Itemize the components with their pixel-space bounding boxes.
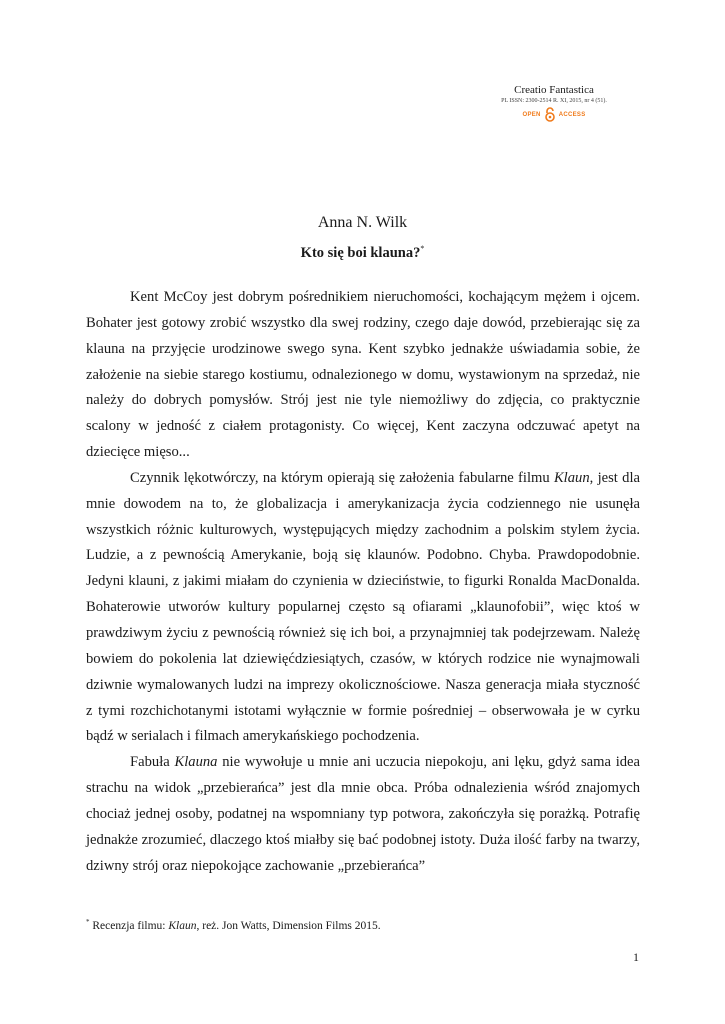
paragraph-text: Fabuła	[130, 754, 175, 771]
film-title-text: Klaun	[553, 469, 590, 486]
footnote-marker: *	[86, 918, 90, 926]
open-access-lock-icon	[544, 107, 556, 122]
open-access-badge	[479, 107, 629, 122]
body-paragraph	[86, 466, 640, 750]
article-body	[86, 285, 640, 879]
body-paragraph	[86, 285, 640, 466]
paragraph-text: , jest dla mnie dowodem na to, że globalizacja i amerykanizacja życia codziennego nie usunęła wszystkich różnic kulturowych, występujących między zachodnim a polskim stylem życia. Ludzie, a z pewnością Amerykanie, boją się klaunów. Podobno. Chyba. Prawdopodobnie. Jedyni klauni, z jakimi miałam do czynienia w dzieciństwie, to figurki Ronalda MacDonalda. Bohaterowie utworów kultury popularnej często są ofiarami „klaunofobii”, więc ktoś w prawdziwym życiu z pewnością również się ich boi, a przynajmniej tak podejrzewam. Należę bowiem do pokolenia lat dziewięćdziesiątych, czasów, w których rodzice nie wynajmowali dziwnie wymalowanych ludzi na imprezy okolicznościowe. Nasza generacja miała styczność z tymi rozchichotanymi istotami wyłącznie w formie pośredniej – obserwowała je w cyrku bądź w serialach i filmach amerykańskiego pochodzenia.	[86, 469, 640, 745]
body-paragraph	[86, 750, 640, 879]
article-author: Anna N. Wilk	[317, 214, 408, 231]
journal-name: Creatio Fantastica	[514, 84, 594, 96]
paragraph-text: Kent McCoy jest dobrym pośrednikiem nieruchomości, kochającym mężem i ojcem. Bohater jest gotowy zrobić wszystko dla swej rodziny, czego daje dowód, przebierając się za klauna na przyjęcie urodzinowe swego syna. Kent szybko jednakże uświadamia sobie, że założenie na siebie starego kostiumu, odnalezionego w domu, wystawionym na sprzedaż, nie należy do dobrych pomysłów. Strój jest nie tyle niemożliwy do zdjęcia, co praktycznie scalony w jedność z ciałem protagonisty. Co więcej, Kent zaczyna odczuwać apetyt na dziecięce mięso...	[86, 289, 640, 461]
paragraph-text: Czynnik lękotwórczy, na którym opierają się założenia fabularne filmu	[130, 469, 554, 486]
access-label: ACCESS	[558, 111, 586, 118]
paragraph-text: nie wywołuje u mnie ani uczucia niepokoju, ani lęku, gdyż sama idea strachu na widok „przebierańca” jest dla mnie obca. Próba odnalezienia wśród znajomych chociaż jednej osoby, podatnej na wspomniany typ potwora, zakończyła się porażką. Potrafię jednakże zrozumieć, dlaczego ktoś miałby się bać podobnej istoty. Duża ilość farby na twarzy, dziwny strój oraz niepokojące zachowanie „przebierańca”	[86, 754, 641, 874]
article-title	[0, 244, 725, 262]
journal-issn: PL ISSN: 2300-2514 R. XI, 2015, nr 4 (51).	[501, 98, 607, 104]
footnote-prefix: Recenzja filmu:	[89, 919, 169, 932]
page-number: 1	[633, 950, 639, 964]
film-title-text: Klauna	[174, 754, 218, 771]
footnote-reference: *	[420, 244, 425, 253]
article-title-text: Kto się boi klauna?	[300, 244, 421, 261]
footnote-rest: , reż. Jon Watts, Dimension Films 2015.	[196, 919, 381, 932]
footnote-film-title: Klaun	[168, 919, 197, 932]
open-label: OPEN	[522, 111, 541, 118]
footnote	[86, 918, 640, 932]
journal-header	[479, 84, 629, 122]
